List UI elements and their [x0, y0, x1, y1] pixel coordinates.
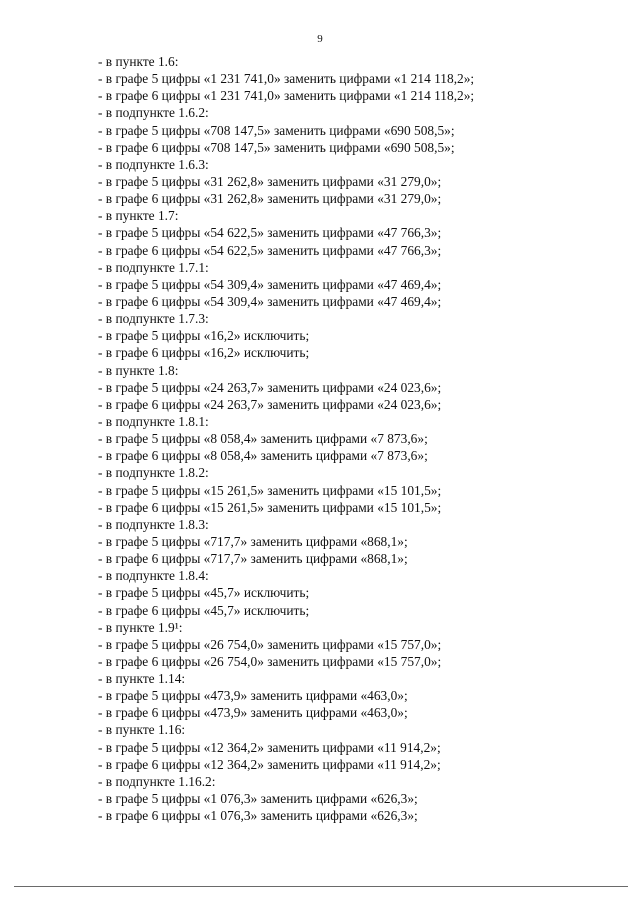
- text-line: - в графе 5 цифры «15 261,5» заменить цифрами «15 101,5»;: [98, 482, 442, 498]
- text-line: - в графе 5 цифры «45,7» исключить;: [98, 585, 310, 601]
- text-line: - в графе 5 цифры «1 231 741,0» заменить цифрами «1 214 118,2»;: [98, 71, 475, 87]
- text-line: - в пункте 1.7:: [98, 208, 179, 224]
- text-line: - в подпункте 1.16.2:: [98, 773, 216, 789]
- text-line: - в графе 5 цифры «54 309,4» заменить цифрами «47 469,4»;: [98, 276, 442, 292]
- text-line: - в подпункте 1.6.2:: [98, 105, 209, 121]
- bottom-rule: [14, 886, 628, 887]
- text-line: - в подпункте 1.7.3:: [98, 311, 209, 327]
- text-line: - в пункте 1.6:: [98, 54, 179, 69]
- text-line: - в графе 6 цифры «8 058,4» заменить цифрами «7 873,6»;: [98, 448, 428, 464]
- text-line: - в графе 6 цифры «708 147,5» заменить цифрами «690 508,5»;: [98, 139, 455, 155]
- text-line: - в графе 6 цифры «16,2» исключить;: [98, 345, 310, 361]
- text-line: - в подпункте 1.8.2:: [98, 465, 209, 481]
- text-line: - в графе 6 цифры «54 309,4» заменить цифрами «47 469,4»;: [98, 293, 442, 309]
- text-line: - в графе 5 цифры «1 076,3» заменить цифрами «626,3»;: [98, 791, 418, 807]
- text-line: - в графе 5 цифры «54 622,5» заменить цифрами «47 766,3»;: [98, 225, 442, 241]
- text-line: - в пункте 1.8:: [98, 362, 179, 378]
- text-line: - в графе 6 цифры «717,7» заменить цифрами «868,1»;: [98, 551, 408, 567]
- text-line: - в пункте 1.16:: [98, 722, 186, 738]
- text-line: - в графе 6 цифры «31 262,8» заменить цифрами «31 279,0»;: [98, 191, 442, 207]
- text-line: - в графе 6 цифры «473,9» заменить цифрами «463,0»;: [98, 705, 408, 721]
- text-line: - в графе 6 цифры «26 754,0» заменить цифрами «15 757,0»;: [98, 653, 442, 669]
- text-line: - в графе 6 цифры «54 622,5» заменить цифрами «47 766,3»;: [98, 242, 442, 258]
- text-line: - в графе 5 цифры «717,7» заменить цифрами «868,1»;: [98, 533, 408, 549]
- text-line: - в подпункте 1.6.3:: [98, 156, 209, 172]
- text-line: - в графе 5 цифры «24 263,7» заменить цифрами «24 023,6»;: [98, 379, 442, 395]
- text-line: - в подпункте 1.8.4:: [98, 568, 209, 584]
- text-line: - в графе 6 цифры «15 261,5» заменить цифрами «15 101,5»;: [98, 499, 442, 515]
- text-line: - в графе 5 цифры «708 147,5» заменить цифрами «690 508,5»;: [98, 122, 455, 138]
- text-line: - в графе 6 цифры «12 364,2» заменить цифрами «11 914,2»;: [98, 756, 441, 772]
- text-line: - в графе 6 цифры «1 076,3» заменить цифрами «626,3»;: [98, 808, 418, 824]
- text-line: - в графе 5 цифры «8 058,4» заменить цифрами «7 873,6»;: [98, 431, 428, 447]
- text-line: - в графе 6 цифры «45,7» исключить;: [98, 602, 310, 618]
- text-line: - в подпункте 1.8.3:: [98, 516, 209, 532]
- text-line: - в подпункте 1.7.1:: [98, 259, 209, 275]
- text-line: - в подпункте 1.8.1:: [98, 413, 209, 429]
- text-line: - в графе 5 цифры «26 754,0» заменить цифрами «15 757,0»;: [98, 636, 442, 652]
- text-line: - в пункте 1.14:: [98, 671, 186, 687]
- text-line: - в графе 5 цифры «473,9» заменить цифрами «463,0»;: [98, 688, 408, 704]
- text-line: - в графе 6 цифры «1 231 741,0» заменить цифрами «1 214 118,2»;: [98, 88, 475, 104]
- text-line: - в графе 5 цифры «12 364,2» заменить цифрами «11 914,2»;: [98, 739, 441, 755]
- text-line: - в графе 5 цифры «16,2» исключить;: [98, 328, 310, 344]
- document-body: [98, 53, 608, 824]
- text-line: - в графе 5 цифры «31 262,8» заменить цифрами «31 279,0»;: [98, 173, 442, 189]
- page-number: 9: [317, 33, 323, 45]
- text-line: - в пункте 1.9¹:: [98, 619, 183, 635]
- text-line: - в графе 6 цифры «24 263,7» заменить цифрами «24 023,6»;: [98, 396, 442, 412]
